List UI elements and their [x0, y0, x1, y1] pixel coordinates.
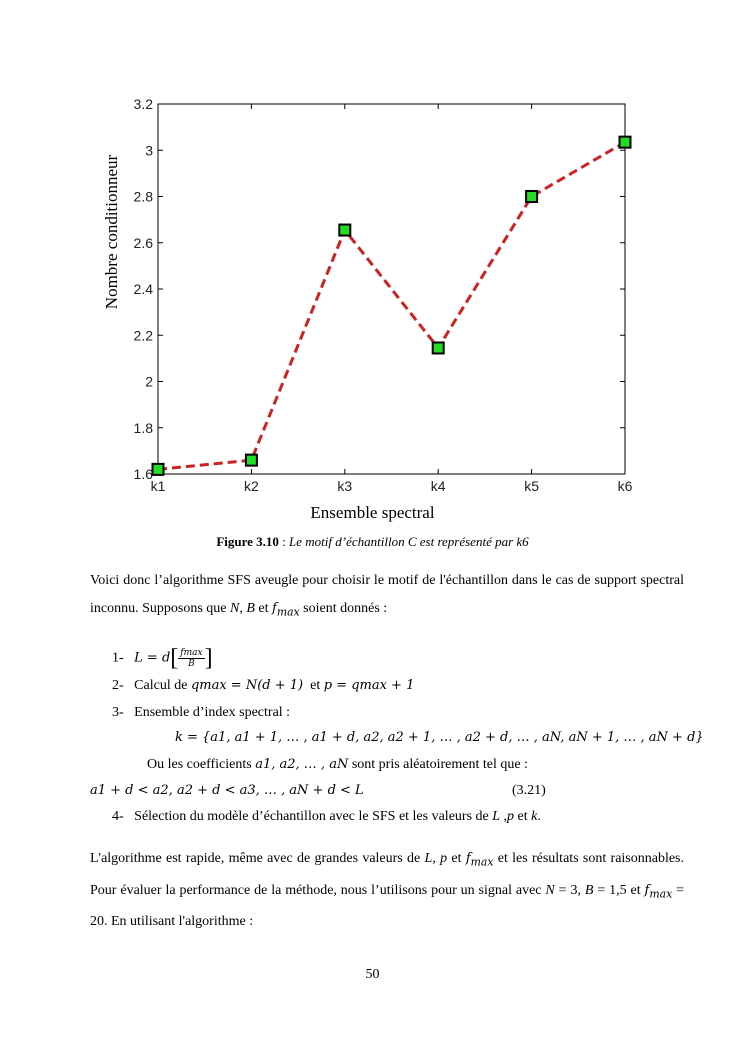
step-number: 2- [112, 678, 124, 693]
y-tick-label: 2.8 [133, 188, 153, 205]
data-point-k5 [526, 191, 537, 202]
var-N: N [230, 601, 240, 616]
equation-number: (3.21) [512, 783, 546, 798]
intro-et: et [254, 601, 273, 616]
x-tick-label: k4 [430, 478, 446, 494]
var-B: B [246, 601, 255, 616]
x-tick-label: k2 [244, 478, 259, 494]
x-tick-label: k6 [617, 478, 633, 494]
step-1: 1- L = d[ $\frac{fmax}{B}$ ] [112, 645, 213, 671]
var-fmax: $f_{max}$ [465, 851, 494, 869]
coef-text: Ou les coefficients [147, 757, 256, 772]
intro-paragraph [90, 567, 684, 627]
data-point-k1 [153, 464, 164, 475]
step-number: 3- [112, 705, 124, 720]
step-2-text: Calcul de [134, 678, 191, 693]
spectral-index-set: k = {a1, a1 + 1, … , a1 + d, a2, a2 + 1, … , a2 + d, … , aN, aN + 1, … , aN + d} [175, 730, 704, 745]
step-number: 1- [112, 650, 124, 666]
y-tick-label: 3.2 [133, 96, 153, 112]
step-2-formula-q: qmax = N(d + 1) [190, 678, 304, 693]
figure-label: Figure 3.10 [216, 534, 279, 549]
condition-number-chart [90, 90, 650, 500]
coef-text-end: sont pris aléatoirement tel que : [348, 757, 528, 772]
data-point-k4 [433, 342, 444, 353]
step-3-text: Ensemble d’index spectral : [134, 705, 291, 720]
y-axis-label: Nombre conditionneur [102, 154, 121, 310]
x-axis-label: Ensemble spectral [310, 503, 435, 522]
var-fmax: $f_{max}$ [272, 601, 300, 619]
figure-caption [0, 534, 745, 550]
x-tick-label: k1 [150, 478, 166, 494]
inequality-formula: a1 + d < a2, a2 + d < a3, … , aN + d < L [90, 783, 364, 798]
y-tick-label: 1.6 [133, 466, 153, 482]
caption-separator: : [278, 534, 290, 549]
fraction: $\frac{fmax}{B}$ [180, 648, 203, 669]
coef-formula: a1, a2, … , aN [255, 757, 349, 772]
y-tick-label: 1.8 [133, 419, 153, 436]
data-point-k6 [620, 137, 631, 148]
y-tick-label: 2.2 [133, 327, 153, 344]
page-number: 50 [365, 967, 380, 982]
intro-text: Voici donc l’algorithme SFS aveugle pour choisir le motif de l'échantillon dans le cas de support spectral inconnu. Supposons que [90, 573, 684, 616]
step-2 [112, 678, 414, 694]
step-4: 4- Sélection du modèle d’échantillon avec le SFS et les valeurs de L ,p et k. [112, 809, 541, 824]
y-tick-label: 2.4 [133, 281, 153, 297]
step-2-formula-p: p = qmax + 1 [323, 678, 415, 693]
x-tick-label: k5 [524, 478, 539, 494]
conclusion-paragraph: L'algorithme est rapide, même avec de grandes valeurs de L, p et $f_{max}$ et les résultats sont raisonnables. Pour évaluer la performance de la méthode, nous l’utilisons pour un signal avec N = 3, B = 1,5 et $f_{max} = 20$. En utilisant l'algorithme : [90, 851, 685, 930]
step-2-and: et [303, 678, 324, 693]
intro-text-end: soient donnés : [299, 601, 388, 616]
y-tick-label: 2.6 [133, 234, 153, 251]
data-point-k2 [246, 455, 257, 466]
step-3 [112, 705, 290, 721]
y-tick-label: 2 [145, 373, 153, 390]
intro-comma: , [239, 601, 247, 616]
plot-area [158, 104, 625, 474]
figure-text: Le motif d’échantillon C est représenté par k6 [289, 534, 529, 549]
step-number: 4- [112, 809, 124, 824]
x-tick-label: k3 [337, 478, 353, 494]
step-4-text: Sélection du modèle d’échantillon avec le SFS et les valeurs de [134, 809, 493, 824]
step-1-formula: L = d [134, 650, 171, 666]
var-fmax: $f_{max}$ [644, 882, 673, 901]
data-point-k3 [339, 225, 350, 236]
coefficients-line [147, 757, 528, 773]
y-tick-label: 3 [145, 142, 153, 159]
